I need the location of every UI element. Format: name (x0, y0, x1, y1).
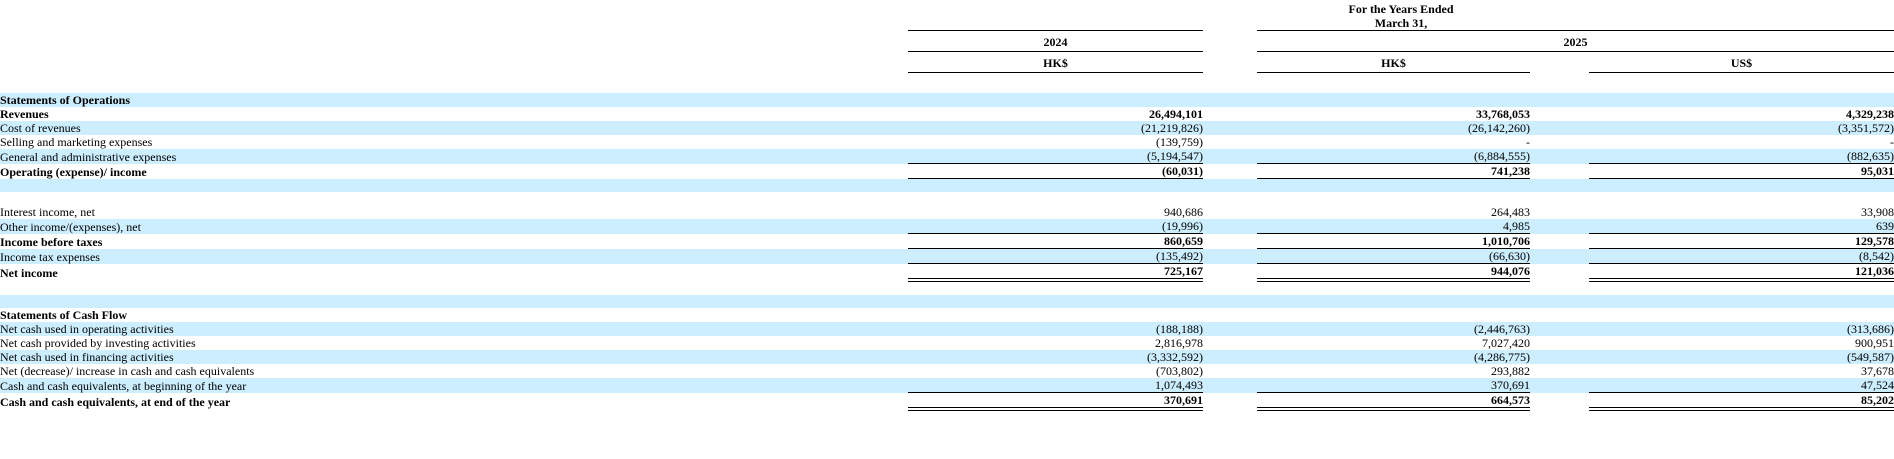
value-2024-hkd: (60,031) (908, 164, 1203, 179)
currency-header-row (0, 52, 1894, 73)
financial-statements-table (0, 2, 1894, 411)
value-2025-usd: 85,202 (1589, 393, 1894, 410)
value-2024-hkd (908, 280, 1203, 295)
table-row (0, 121, 1894, 135)
value-2025-usd: (313,686) (1589, 322, 1894, 336)
row-label: Interest income, net (0, 205, 95, 219)
empty-cell (0, 52, 908, 73)
column-gap (1203, 121, 1257, 135)
years-ended-line2: March 31, (1374, 16, 1428, 30)
column-gap (1203, 164, 1257, 179)
col-header-usd-2025: US$ (1589, 52, 1894, 73)
header-spacer-row (0, 73, 1894, 94)
value-2024-hkd: (135,492) (908, 249, 1203, 264)
value-2024-hkd (908, 295, 1203, 308)
empty-cell (0, 2, 908, 31)
column-gap (1203, 264, 1257, 281)
value-2025-hkd: 741,238 (1257, 164, 1530, 179)
col-header-2024: 2024 (908, 31, 1203, 52)
table-row (0, 219, 1894, 234)
table-row (0, 107, 1894, 121)
spacer-row (0, 192, 1894, 205)
column-gap (1203, 234, 1257, 249)
column-gap (1530, 219, 1589, 234)
value-2025-hkd: 4,985 (1257, 219, 1530, 234)
value-2025-usd: 4,329,238 (1846, 107, 1894, 121)
column-gap (1530, 393, 1589, 410)
column-gap (1530, 107, 1589, 121)
spacer-row (0, 179, 1894, 193)
table-row (0, 234, 1894, 249)
value-2025-usd (1589, 308, 1894, 322)
column-gap (1203, 295, 1257, 308)
table-row (0, 249, 1894, 264)
row-label: Net cash provided by investing activities (0, 336, 196, 350)
value-2025-usd: - (1890, 135, 1894, 149)
row-label (0, 192, 908, 205)
value-2024-hkd: (3,332,592) (908, 350, 1203, 364)
value-2025-hkd (1257, 280, 1530, 295)
row-label: Net (decrease)/ increase in cash and cash equivalents (0, 364, 255, 378)
value-2025-hkd: (6,884,555) (1257, 149, 1530, 164)
value-2025-usd: 639 (1589, 219, 1894, 234)
value-2025-hkd: 264,483 (1491, 205, 1530, 219)
table-row (0, 350, 1894, 364)
value-2025-usd: (549,587) (1589, 350, 1894, 364)
row-label (0, 179, 908, 193)
col-header-hkd-2024: HK$ (908, 52, 1203, 73)
column-gap (1530, 135, 1589, 149)
row-label: Revenues (0, 107, 49, 121)
column-gap (1530, 149, 1589, 164)
row-label: Income tax expenses (0, 249, 908, 264)
column-gap (1203, 219, 1257, 234)
table-row (0, 93, 1894, 107)
table-row (0, 364, 1894, 378)
column-gap (1530, 234, 1589, 249)
column-gap (1203, 322, 1257, 336)
value-2025-hkd: 7,027,420 (1482, 336, 1530, 350)
column-gap (1530, 308, 1589, 322)
value-2024-hkd: 860,659 (908, 234, 1203, 249)
value-2024-hkd: 725,167 (908, 264, 1203, 281)
value-2025-hkd: 944,076 (1257, 264, 1530, 281)
value-2024-hkd (908, 308, 1203, 322)
column-gap (1530, 364, 1589, 378)
table-row (0, 308, 1894, 322)
years-ended-header (908, 2, 1894, 31)
value-2025-usd (1589, 179, 1894, 193)
column-gap (1530, 164, 1589, 179)
column-gap (1203, 249, 1257, 264)
value-2024-hkd: 370,691 (908, 393, 1203, 410)
column-gap (1203, 364, 1257, 378)
row-label (0, 295, 908, 308)
value-2025-usd: (3,351,572) (1589, 121, 1894, 135)
column-gap (1203, 52, 1257, 73)
column-gap (1203, 393, 1257, 410)
table-row (0, 264, 1894, 281)
value-2025-usd: (882,635) (1589, 149, 1894, 164)
value-2025-hkd (1257, 179, 1530, 193)
value-2024-hkd (908, 179, 1203, 193)
value-2025-usd: 37,678 (1861, 364, 1894, 378)
spacer-row (0, 280, 1894, 295)
column-gap (1530, 350, 1589, 364)
column-gap (1530, 179, 1589, 193)
value-2025-usd (1589, 295, 1894, 308)
column-gap (1203, 135, 1257, 149)
col-header-2025: 2025 (1257, 31, 1894, 52)
row-label: Other income/(expenses), net (0, 219, 908, 234)
row-label: Statements of Operations (0, 93, 908, 107)
value-2024-hkd: (5,194,547) (908, 149, 1203, 164)
value-2024-hkd: 2,816,978 (1155, 336, 1203, 350)
column-gap (1203, 192, 1257, 205)
value-2025-usd: 121,036 (1589, 264, 1894, 281)
column-gap (1203, 350, 1257, 364)
column-gap (1203, 149, 1257, 164)
value-2024-hkd (908, 192, 1203, 205)
years-ended-line1: For the Years Ended (1348, 2, 1454, 16)
value-2025-usd: 129,578 (1589, 234, 1894, 249)
value-2024-hkd: (139,759) (1156, 135, 1203, 149)
value-2025-hkd: (4,286,775) (1257, 350, 1530, 364)
table-row (0, 336, 1894, 350)
value-2024-hkd: (188,188) (908, 322, 1203, 336)
row-label: Statements of Cash Flow (0, 308, 127, 322)
table-row (0, 322, 1894, 336)
value-2024-hkd: (703,802) (1156, 364, 1203, 378)
table-row (0, 135, 1894, 149)
value-2025-hkd: - (1526, 135, 1530, 149)
row-label: Net cash used in financing activities (0, 350, 908, 364)
value-2024-hkd: (21,219,826) (908, 121, 1203, 135)
value-2025-usd (1589, 93, 1894, 107)
value-2025-usd: 900,951 (1855, 336, 1894, 350)
column-gap (1530, 336, 1589, 350)
column-gap (1203, 93, 1257, 107)
value-2025-hkd (1257, 192, 1530, 205)
column-gap (1530, 93, 1589, 107)
value-2024-hkd: 940,686 (1164, 205, 1203, 219)
value-2025-hkd: 664,573 (1257, 393, 1530, 410)
value-2024-hkd: 1,074,493 (908, 378, 1203, 393)
value-2025-usd: 47,524 (1589, 378, 1894, 393)
column-gap (1530, 52, 1589, 73)
value-2025-hkd: 33,768,053 (1476, 107, 1530, 121)
value-2024-hkd: 26,494,101 (1149, 107, 1203, 121)
value-2025-usd: 33,908 (1861, 205, 1894, 219)
column-gap (1530, 249, 1589, 264)
spacer-row (0, 295, 1894, 308)
column-gap (1530, 192, 1589, 205)
column-gap (1530, 322, 1589, 336)
table-body (0, 93, 1894, 409)
column-gap (1530, 205, 1589, 219)
row-label (0, 280, 908, 295)
column-gap (1530, 121, 1589, 135)
value-2025-usd: (8,542) (1589, 249, 1894, 264)
value-2025-hkd: 370,691 (1257, 378, 1530, 393)
row-label: Net cash used in operating activities (0, 322, 908, 336)
table-row (0, 393, 1894, 410)
column-gap (1203, 205, 1257, 219)
column-gap (1203, 31, 1257, 52)
column-gap (1203, 308, 1257, 322)
column-gap (1530, 378, 1589, 393)
value-2024-hkd: (19,996) (908, 219, 1203, 234)
column-gap (1530, 295, 1589, 308)
row-label: Selling and marketing expenses (0, 135, 153, 149)
row-label: General and administrative expenses (0, 149, 908, 164)
value-2025-hkd: 1,010,706 (1257, 234, 1530, 249)
value-2025-hkd: (26,142,260) (1257, 121, 1530, 135)
column-gap (1203, 179, 1257, 193)
row-label: Cost of revenues (0, 121, 908, 135)
value-2025-hkd: (2,446,763) (1257, 322, 1530, 336)
value-2025-hkd: 293,882 (1491, 364, 1530, 378)
column-gap (1203, 336, 1257, 350)
value-2025-usd (1589, 280, 1894, 295)
table-row (0, 149, 1894, 164)
column-gap (1203, 378, 1257, 393)
value-2025-hkd: (66,630) (1257, 249, 1530, 264)
value-2024-hkd (908, 93, 1203, 107)
value-2025-hkd (1257, 308, 1530, 322)
table-row (0, 164, 1894, 179)
table-row (0, 205, 1894, 219)
spacer-cell (0, 73, 1894, 94)
value-2025-hkd (1257, 295, 1530, 308)
column-gap (1203, 107, 1257, 121)
row-label: Cash and cash equivalents, at beginning of the year (0, 378, 908, 393)
row-label: Income before taxes (0, 234, 103, 249)
table-row (0, 378, 1894, 393)
col-header-hkd-2025: HK$ (1257, 52, 1530, 73)
year-header-row (0, 31, 1894, 52)
value-2025-hkd (1257, 93, 1530, 107)
column-gap (1530, 264, 1589, 281)
empty-cell (0, 31, 908, 52)
column-gap (1203, 280, 1257, 295)
column-gap (1530, 280, 1589, 295)
years-ended-header-row (0, 2, 1894, 31)
value-2025-usd: 95,031 (1589, 164, 1894, 179)
row-label: Cash and cash equivalents, at end of the year (0, 395, 231, 409)
row-label: Operating (expense)/ income (0, 164, 147, 179)
value-2025-usd (1589, 192, 1894, 205)
row-label: Net income (0, 266, 58, 280)
